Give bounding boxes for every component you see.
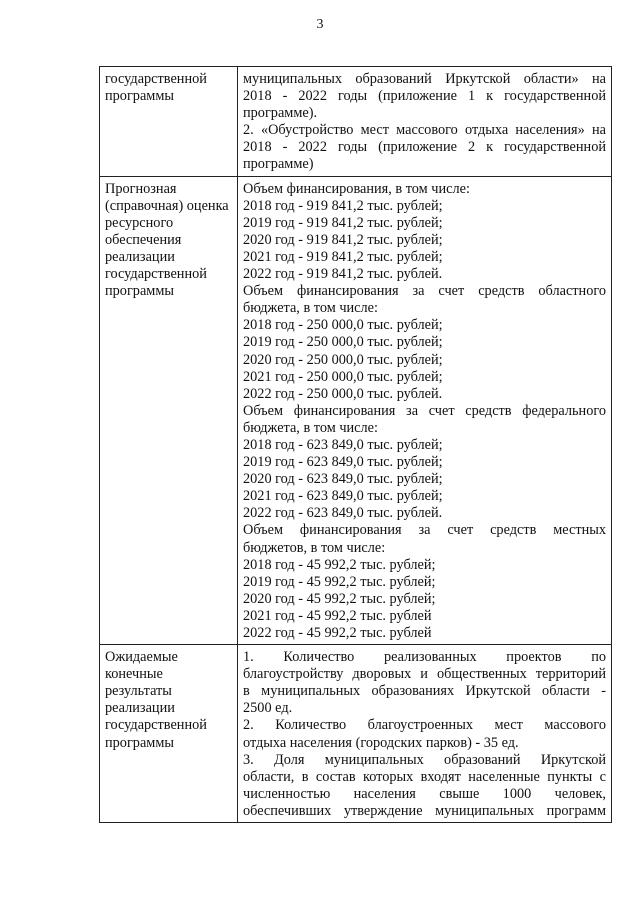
content-line: Объем финансирования за счет средств областного <box>243 283 606 300</box>
content-line: муниципальных образований Иркутской области» на <box>243 71 606 87</box>
content-line: 2018 - 2022 годы (приложение 2 к государственной <box>243 139 606 156</box>
content-line: 2022 год - 919 841,2 тыс. рублей. <box>243 266 443 283</box>
content-line: благоустройству дворовых и общественных территорий <box>243 666 606 683</box>
content-line: 1. Количество реализованных проектов по <box>243 649 606 666</box>
content-line: 2020 год - 919 841,2 тыс. рублей; <box>243 231 443 248</box>
content-line: 2021 год - 250 000,0 тыс. рублей; <box>243 368 443 385</box>
content-line: 2018 год - 45 992,2 тыс. рублей; <box>243 556 436 573</box>
label-line: обеспечения <box>105 231 182 248</box>
row-content-cell <box>238 67 612 177</box>
label-line: государственной <box>105 71 207 87</box>
content-line: численностью населения свыше 1000 человек, <box>243 785 606 802</box>
table-row <box>100 176 612 645</box>
table-body <box>100 67 612 823</box>
row-label-cell <box>100 67 238 177</box>
label-line: программы <box>105 734 175 751</box>
label-line: ресурсного <box>105 214 174 231</box>
content-line: 2022 год - 45 992,2 тыс. рублей <box>243 625 432 641</box>
content-line: 3. Доля муниципальных образований Иркутской <box>243 751 606 768</box>
label-line: государственной <box>105 266 207 283</box>
label-line: конечные <box>105 666 163 683</box>
row-label-cell <box>100 176 238 645</box>
content-line: 2019 год - 250 000,0 тыс. рублей; <box>243 334 443 351</box>
content-line: 2018 год - 623 849,0 тыс. рублей; <box>243 436 443 453</box>
content-line: Объем финансирования за счет средств местных <box>243 522 606 539</box>
table-row <box>100 645 612 823</box>
content-line: в муниципальных образованиях Иркутской области - <box>243 683 606 700</box>
content-line: 2019 год - 919 841,2 тыс. рублей; <box>243 214 443 231</box>
page-number: 3 <box>316 17 324 32</box>
content-line: 2019 год - 623 849,0 тыс. рублей; <box>243 454 443 471</box>
label-line: результаты <box>105 683 172 700</box>
label-line: программы <box>105 88 175 105</box>
content-line: 2. Количество благоустроенных мест массового <box>243 717 606 734</box>
content-line: 2018 - 2022 годы (приложение 1 к государственной <box>243 88 606 105</box>
content-line: программе). <box>243 105 318 122</box>
content-line: 2018 год - 919 841,2 тыс. рублей; <box>243 197 443 214</box>
label-line: Ожидаемые <box>105 649 178 666</box>
content-line: 2021 год - 919 841,2 тыс. рублей; <box>243 248 443 265</box>
label-line: государственной <box>105 717 207 734</box>
content-line: 2500 ед. <box>243 700 293 717</box>
content-line: Объем финансирования за счет средств федерального <box>243 402 606 419</box>
label-line: реализации <box>105 248 175 265</box>
table-row <box>100 67 612 177</box>
content-line: 2022 год - 250 000,0 тыс. рублей. <box>243 385 443 402</box>
label-line: (справочная) оценка <box>105 197 229 214</box>
content-line: 2019 год - 45 992,2 тыс. рублей; <box>243 573 436 590</box>
content-line: бюджета, в том числе: <box>243 300 378 317</box>
content-line: 2020 год - 623 849,0 тыс. рублей; <box>243 471 443 488</box>
label-line: реализации <box>105 700 175 717</box>
content-line: 2018 год - 250 000,0 тыс. рублей; <box>243 317 443 334</box>
content-line: 2. «Обустройство мест массового отдыха населения» на <box>243 122 606 139</box>
content-line: обеспечивших утверждение муниципальных программ <box>243 802 606 819</box>
content-line: программе) <box>243 156 314 173</box>
content-line: Объем финансирования, в том числе: <box>243 180 470 197</box>
label-line: Прогнозная <box>105 180 177 197</box>
content-line: 2021 год - 45 992,2 тыс. рублей <box>243 607 432 624</box>
program-passport-table <box>99 66 612 823</box>
row-label-cell <box>100 645 238 823</box>
row-content-cell <box>238 176 612 645</box>
content-line: 2020 год - 45 992,2 тыс. рублей; <box>243 590 436 607</box>
content-line: области, в состав которых входят населенные пункты с <box>243 768 606 785</box>
label-line: программы <box>105 283 175 300</box>
content-line: 2020 год - 250 000,0 тыс. рублей; <box>243 351 443 368</box>
content-line: отдыха населения (городских парков) - 35 ед. <box>243 734 519 751</box>
row-content-cell <box>238 645 612 823</box>
content-line: 2021 год - 623 849,0 тыс. рублей; <box>243 488 443 505</box>
content-line: 2022 год - 623 849,0 тыс. рублей. <box>243 505 443 522</box>
content-line: бюджетов, в том числе: <box>243 539 386 556</box>
content-line: бюджета, в том числе: <box>243 419 378 436</box>
